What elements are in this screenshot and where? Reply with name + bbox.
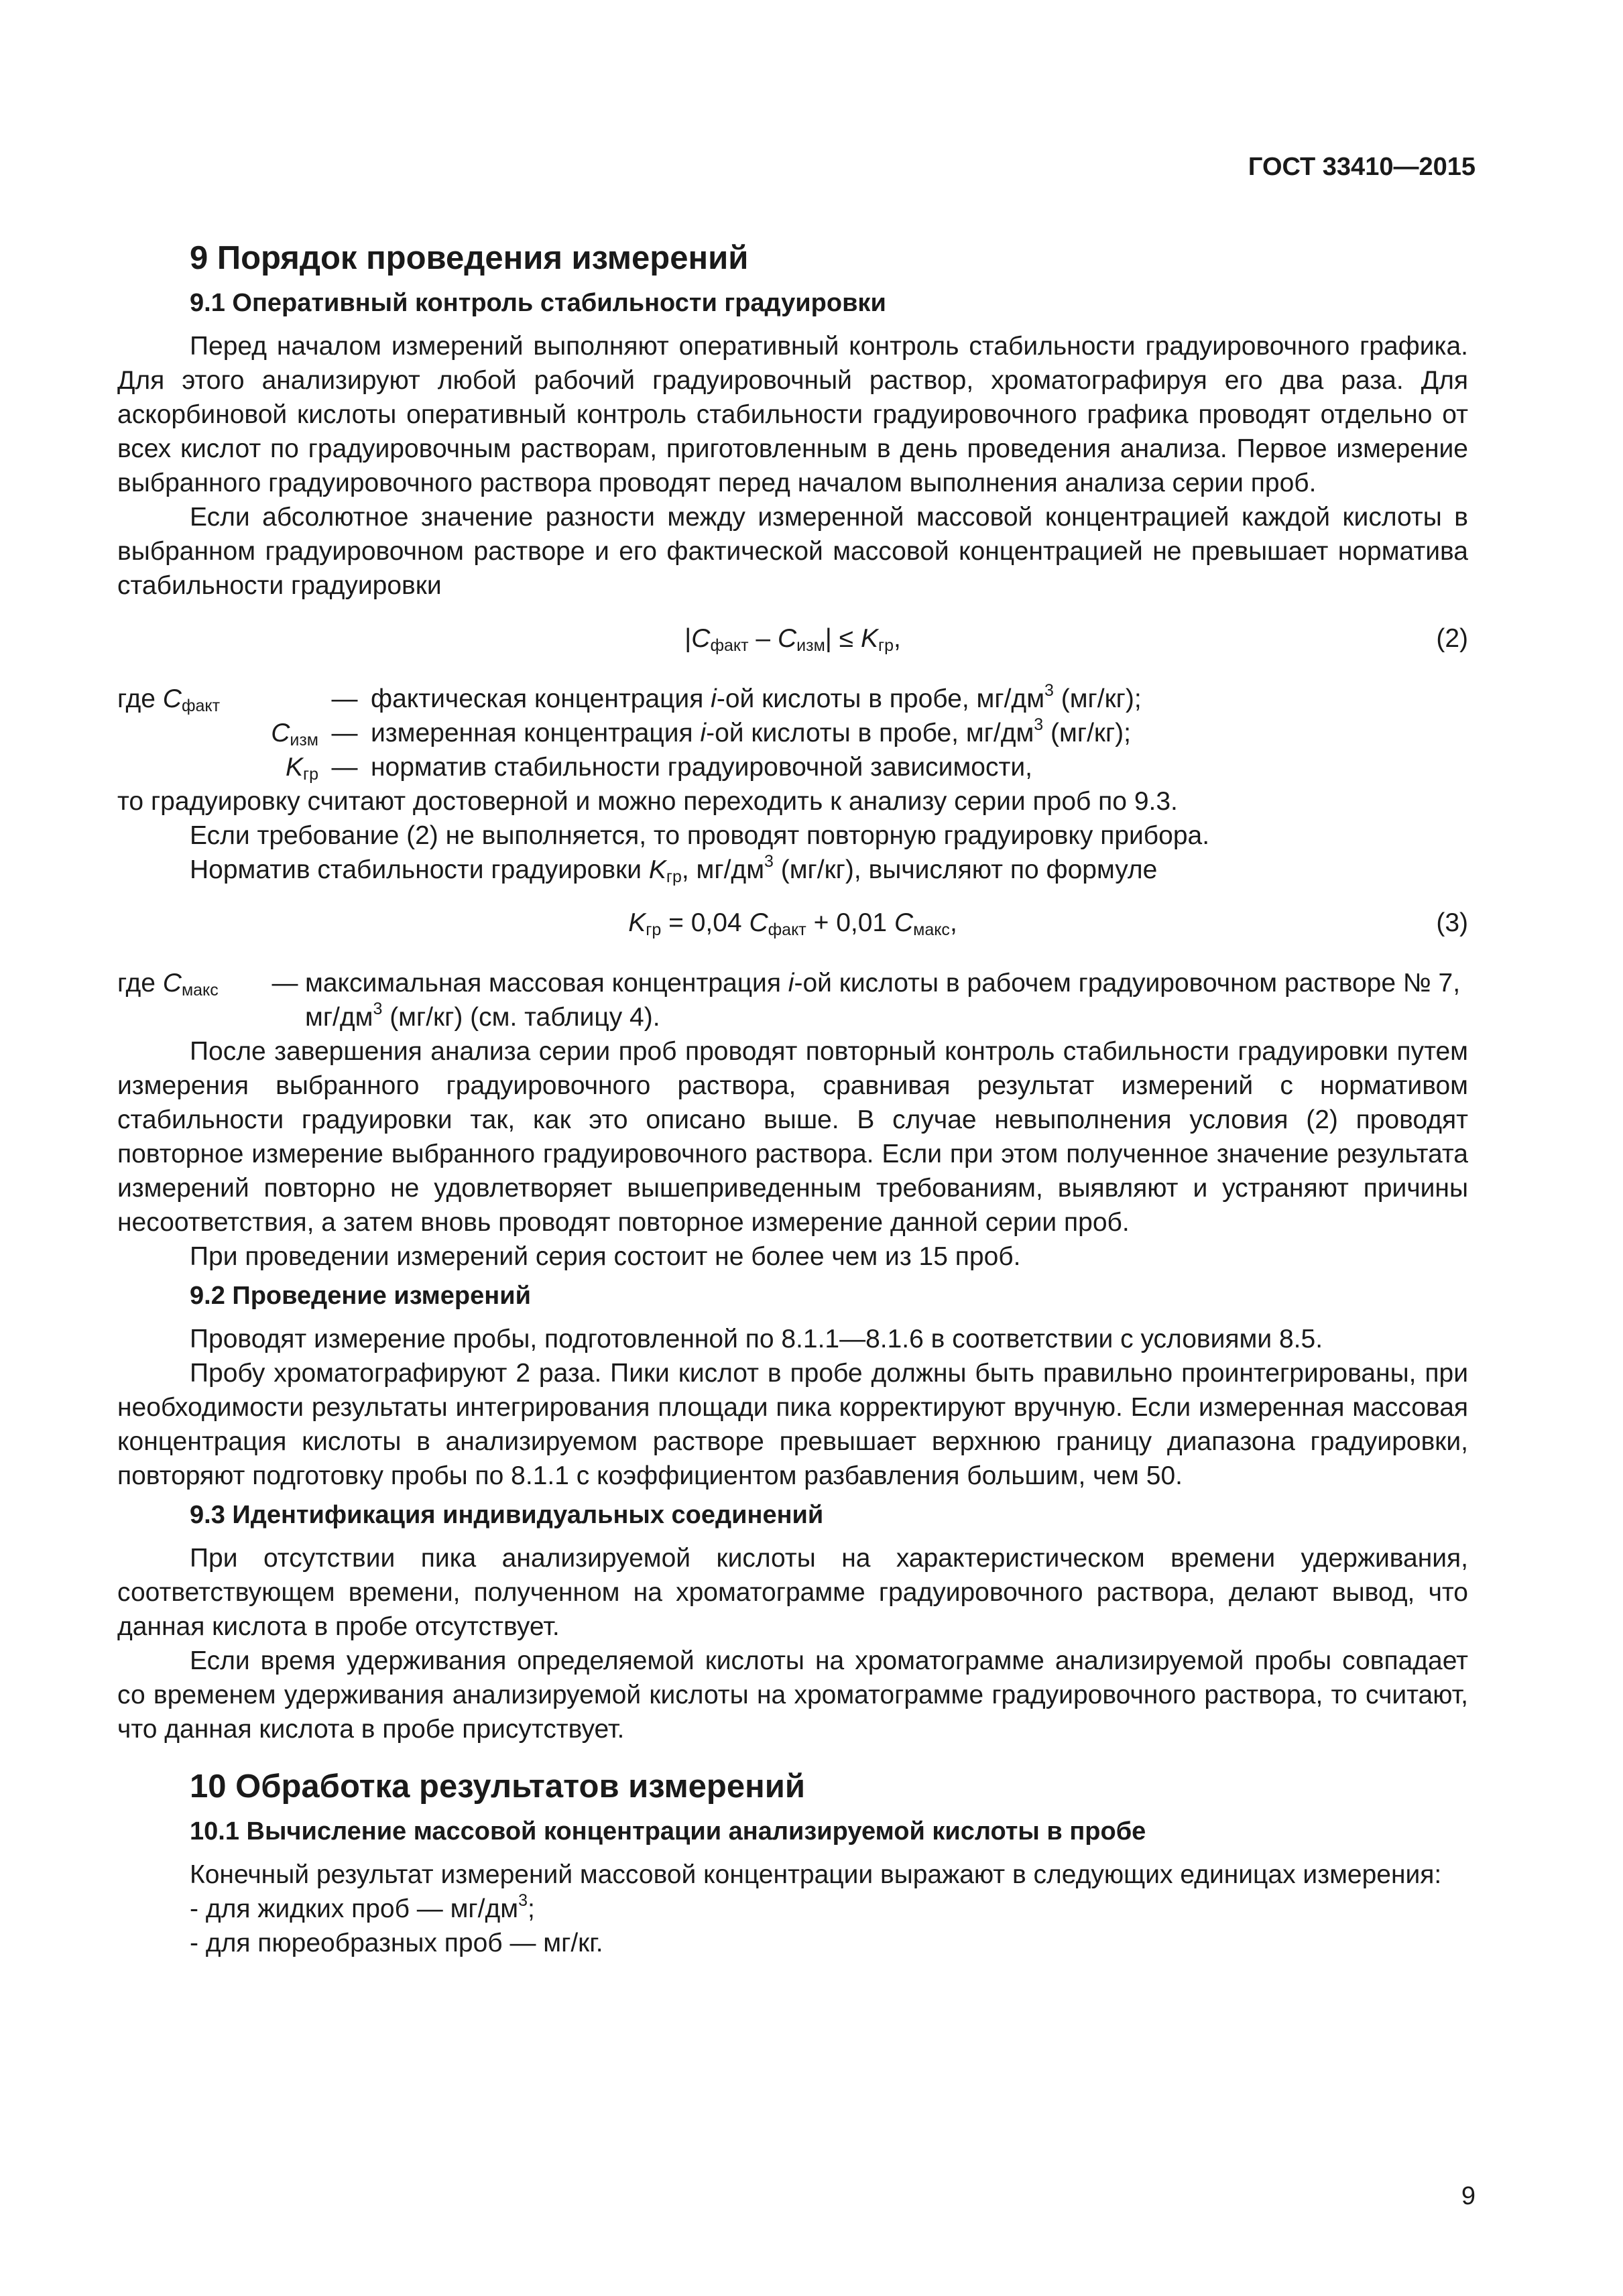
- formula-2-expression: $|C_{факт} - C_{изм}| \le K_{гр}$,: [684, 624, 901, 655]
- paragraph: то градуировку считают достоверной и можно переходить к анализу серии проб по 9.3.: [117, 787, 1178, 816]
- formula-2: [117, 621, 1468, 659]
- section-10-heading: 10 Обработка результатов измерений: [190, 1768, 805, 1805]
- paragraph: Норматив стабильности градуировки $K_{гр}$, $мг/дм^3$ (мг/кг), вычисляют по формуле: [190, 852, 1158, 886]
- paragraph: Пробу хроматографируют 2 раза. Пики кислот в пробе должны быть правильно проинтегрированы, при необходимости результаты интегрирования площади пика корректируют вручную. Если измеренная массовая концентрация кислоты в анализируемом растворе превышает верхнюю границу диапазона градуировки, повторяют подготовку пробы по 8.1.1 с коэффициентом разбавления большим, чем 50.: [117, 1359, 1468, 1490]
- paragraph: Если требование (2) не выполняется, то проводят повторную градуировку прибора.: [190, 821, 1210, 850]
- subsection-10-1-heading: 10.1 Вычисление массовой концентрации анализируемой кислоты в пробе: [190, 1817, 1146, 1846]
- paragraph: При проведении измерений серия состоит не более чем из 15 проб.: [190, 1242, 1021, 1271]
- list-item: - для жидких проб — $мг/дм^3$;: [190, 1891, 535, 1923]
- page-content: [117, 238, 1468, 1960]
- section-9-heading: 9 Порядок проведения измерений: [190, 240, 749, 276]
- paragraph: Если время удерживания определяемой кислоты на хроматограмме анализируемой пробы совпадает со временем удерживания анализируемой кислоты на хроматограмме градуировочного раствора, то считают, что данная кислота в пробе присутствует.: [117, 1646, 1468, 1744]
- definition-row: где $C_{факт}$ — фактическая концентрация i-ой кислоты в пробе, $мг/дм^3$ (мг/кг);: [117, 681, 1142, 715]
- definition-row: $K_{гр}$ — норматив стабильности градуировочной зависимости,: [285, 753, 1032, 784]
- subsection-9-3-heading: 9.3 Идентификация индивидуальных соединений: [190, 1501, 824, 1529]
- formula-2-definitions: [117, 682, 1468, 784]
- subsection-9-2-heading: 9.2 Проведение измерений: [190, 1282, 531, 1310]
- paragraph: Перед началом измерений выполняют оперативный контроль стабильности градуировочного графика. Для этого анализируют любой рабочий градуировочный раствор, хроматографируя его два раза. Для аскорбиновой кислоты оперативный контроль стабильности градуировочного графика проводят отдельно от всех кислот по градуировочным растворам, приготовленным в день проведения анализа. Первое измерение выбранного градуировочного раствора проводят перед началом выполнения анализа серии проб.: [117, 332, 1468, 497]
- formula-2-number: (2): [1436, 624, 1468, 653]
- paragraph: После завершения анализа серии проб проводят повторный контроль стабильности градуировки путем измерения выбранного градуировочного раствора, сравнивая результат измерений с нормативом стабильности градуировки так, как это описано выше. В случае невыполнения условия (2) проводят повторное измерение выбранного градуировочного раствора. Если при этом полученное значение результата измерений повторно не удовлетворяет вышеприведенным требованиям, выявляют и устраняют причины несоответствия, а затем вновь проводят повторное измерение данной серии проб.: [117, 1037, 1468, 1237]
- paragraph: Если абсолютное значение разности между измеренной массовой концентрацией каждой кислоты в выбранном градуировочном растворе и его фактической массовой концентрацией не превышает норматива стабильности градуировки: [117, 503, 1468, 600]
- formula-3-number: (3): [1436, 908, 1468, 937]
- subsection-9-1-heading: 9.1 Оперативный контроль стабильности градуировки: [190, 289, 886, 317]
- standard-number: ГОСТ 33410—2015: [1248, 153, 1476, 181]
- list-item: - для пюреобразных проб — мг/кг.: [190, 1929, 603, 1957]
- formula-3: [117, 906, 1468, 943]
- definition-row: $C_{изм}$ — измеренная концентрация i-ой кислоты в пробе, $мг/дм^3$ (мг/кг);: [271, 715, 1132, 749]
- formula-3-definition: где $C_{макс}$ — максимальная массовая концентрация i-ой кислоты в рабочем градуировочном растворе № 7, $мг/дм^3$ (мг/кг) (см. таблицу 4).: [117, 969, 1461, 1032]
- formula-3-expression: $K_{гр} = 0,04$ $C_{факт} + 0,01$ $C_{макс}$,: [628, 908, 957, 939]
- page-number: 9: [1461, 2182, 1476, 2210]
- paragraph: При отсутствии пика анализируемой кислоты на характеристическом времени удерживания, соответствующем времени, полученном на хроматограмме градуировочного раствора, делают вывод, что данная кислота в пробе отсутствует.: [117, 1544, 1468, 1641]
- paragraph: Проводят измерение пробы, подготовленной по 8.1.1—8.1.6 в соответствии с условиями 8.5.: [190, 1325, 1323, 1353]
- paragraph: Конечный результат измерений массовой концентрации выражают в следующих единицах измерения:: [190, 1860, 1442, 1889]
